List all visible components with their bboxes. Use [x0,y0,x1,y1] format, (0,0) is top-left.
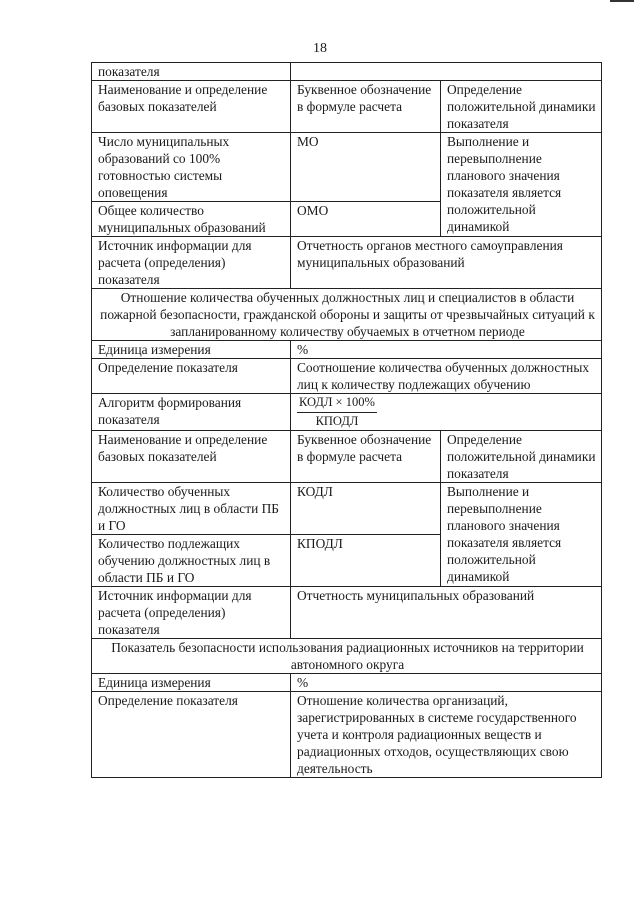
definition-label: Определение показателя [92,359,291,394]
continued-label-cell: показателя [92,63,291,81]
source-value: Отчетность органов местного самоуправления муниципальных образований [291,237,602,289]
base-indicator-code: КПОДЛ [291,535,441,587]
header-dynamics-cell: Определение положительной динамики показателя [441,431,602,483]
unit-value: % [291,341,602,359]
indicator-title: Показатель безопасности использования радиационных источников на территории автономного округа [92,639,602,674]
table-row [92,359,602,394]
header-dynamics-cell: Определение положительной динамики показателя [441,81,602,133]
unit-label: Единица измерения [92,341,291,359]
definition-label: Определение показателя [92,692,291,778]
header-name-cell: Наименование и определение базовых показателей [92,431,291,483]
table-row [92,289,602,341]
unit-label: Единица измерения [92,674,291,692]
definition-value: Отношение количества организаций, зарегистрированных в системе государственного учета и контроля радиационных веществ и радиационных отходов, осуществляющих свою деятельность [291,692,602,778]
header-code-cell: Буквенное обозначение в формуле расчета [291,431,441,483]
table-row [92,674,602,692]
base-indicator-name: Количество подлежащих обучению должностных лиц в области ПБ и ГО [92,535,291,587]
table-row [92,341,602,359]
page-number: 18 [313,41,327,56]
base-indicator-code: ОМО [291,202,441,237]
base-indicator-code: КОДЛ [291,483,441,535]
base-indicator-name: Общее количество муниципальных образований [92,202,291,237]
empty-cell [291,63,602,81]
table-row [92,431,602,483]
algorithm-label: Алгоритм формирования показателя [92,394,291,431]
formula-numerator: КОДЛ × 100% [297,394,377,413]
source-label: Источник информации для расчета (определения) показателя [92,587,291,639]
algorithm-formula-cell [291,394,602,431]
table-row [92,63,602,81]
header-code-cell: Буквенное обозначение в формуле расчета [291,81,441,133]
table-row [92,639,602,674]
unit-value: % [291,674,602,692]
table-row [92,81,602,133]
base-indicator-name: Число муниципальных образований со 100% готовностью системы оповещения [92,133,291,202]
source-label: Источник информации для расчета (определения) показателя [92,237,291,289]
table-row [92,692,602,778]
header-name-cell: Наименование и определение базовых показателей [92,81,291,133]
positive-dynamics-cell: Выполнение и перевыполнение планового значения показателя является положительной динамикой [441,133,602,237]
positive-dynamics-cell: Выполнение и перевыполнение планового значения показателя является положительной динамикой [441,483,602,587]
base-indicator-name: Количество обученных должностных лиц в области ПБ и ГО [92,483,291,535]
indicator-title: Отношение количества обученных должностных лиц и специалистов в области пожарной безопасности, гражданской обороны и защиты от чрезвычайных ситуаций к запланированному количеству обучаемых в отчетном периоде [92,289,602,341]
formula-denominator: КПОДЛ [315,414,359,428]
formula [297,394,377,430]
table-row [92,483,602,535]
base-indicator-code: МО [291,133,441,202]
indicator-table [91,62,602,778]
table-row [92,394,602,431]
table-row [92,237,602,289]
table-row [92,587,602,639]
table-row [92,133,602,202]
source-value: Отчетность муниципальных образований [291,587,602,639]
corner-scan-mark [610,0,634,2]
definition-value: Соотношение количества обученных должностных лиц к количеству подлежащих обучению [291,359,602,394]
